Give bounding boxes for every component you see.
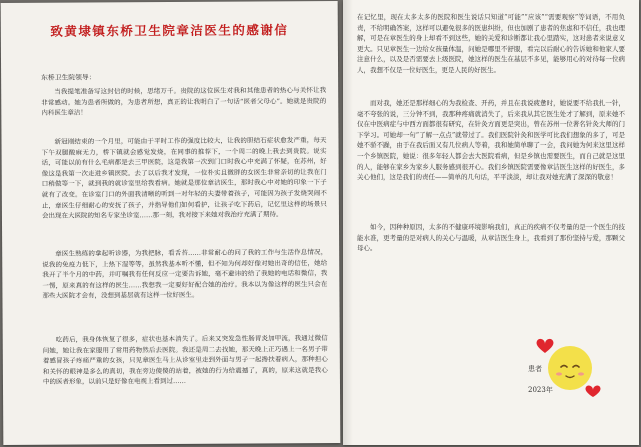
signature-date: 2023年 — [528, 386, 553, 394]
heart-icon-left — [537, 339, 554, 353]
paragraph-memory: 在记忆里，现在太多太多的医院和医生说话只知道“可能”“应该”“需要观察”等词语，不用负责，不给明确答案，这样可以避免很多的医患纠纷，但也加剧了患者的焦虑和不信任，我也理解，可是在章医生的身上却看不到这些，她的关爱和诊断都让我心里踏实，这对患者来说意义更大。只见章医生一边给女孩量体温，问她是哪里不舒服，看完以后耐心的告诉她和他家人要注意什么，以及是否需要去上级医院，她这样的医生在基层不多见，能够用心的对待每一位病人，我想不仅是一位好医生，更是人民的好医生。 — [357, 13, 625, 74]
paragraph-second-visit: 吃药后，我身体恢复了很多，症状也基本消失了。后来又突发急性肠胃炎加甲流，我通过微信问她，她让我在家服用了常用药物然后去医院。我还是周二去找她，那天晚上正巧遇上一名男子带着感冒孩子疼痛严重的女孩，只见章医生马上从诊室里走到外面与男子一起搀扶着病人，那种担心和关怀的眼神是多么的真切，我在旁边傻傻的站着，被她的行为给震撼了，真的，原来这就是我心中的医者形象，以前只是好像在电视上看到过…… — [42, 334, 328, 387]
letter-page-right — [343, 0, 639, 445]
heart-icon-right — [585, 386, 600, 397]
paragraph-acupuncture: 而对我，她还是那样细心的为我检查、开药，并且在我说疲惫时，她说要不给我扎一针，毫不夸张的说，三分钟不到，我那种疼痛就消失了，后来我从其它医生处才了解到，原来她不仅在中医病症与中西方面都很有研究，在针灸方面更是突出，曾在苏州一位著名针灸大师的门下学习。可她却一句“了解一点点”就带过了。我们医院针灸和医学可比我们想象的多了，可是她不骄不躁，由于在我后面又有几位病人等着，我和她简单聊了一会，我问她为何来这里这样一个乡镇医院，她说：很多年轻人都会去大医院看病，但是乡镇也需要医生，而自己就是这里的人，能够在家乡为家乡人服务感到很开心。我们乡镇医院需要像章洁医生这样的好医生，多关心他们，这是我们的责任——简单的几句话，平平淡淡，却让我对她充满了深深的敬意！ — [357, 99, 625, 182]
smiley-sticker-icon — [533, 330, 613, 408]
paragraph-closing: 如今，因种种原因，太多的不健康环境影响我们，真正的疾病不仅考量的是一个医生的技能水准，更考量的是对病人的关心与温暖，从章洁医生身上，我看到了那份坚持与爱，那颗父母心。 — [357, 223, 625, 253]
paragraph-intro: 当我提笔准备写这封信的时候，思绪万千。贵院的这位医生对我和其他患者的热心与关怀让我非常感动。她为患者所做的，为患者所想，真正的让我明白了一句话“医者父母心”。她就是贵院的内科医生章洁！ — [41, 86, 327, 117]
paragraph-first-visit: 新冠刚结束的一个月里，可能由于平时工作的强度比较大，让我的胆结石症状愈发严重，每天下午双腿酸麻无力，桥下镇就会感觉发烧，在同事的推荐下，一个周二的晚上我去到贵院。说实话，可能以前有什么毛病都是去三甲医院，这是我第一次到门口时我心中充满了怀疑，在苏州，好像这是我第一次走进乡镇医院。去了以后我才发现，一位朴实且微胖的女医生非常亲切的让我在门口稍做等一下，就到我的就诊室里给我看病。她就是那位章洁医生，那时我心中对她的印象一下子就有了改变。在诊室门口的外面我清晰的听到一对年轻的夫妻带着孩子，可能因为孩子发烧哭闹不止，章医生仔细耐心的安抚了孩子，并指导他们如何看护，让孩子吃下药后，记忆里这样的场景只会出现在大医院的知名专家坐诊室……那一刻，我对接下来她对我治疗充满了期待。 — [41, 136, 327, 220]
signature-name: 患者 — [528, 365, 542, 373]
page-fold-shadow — [343, 0, 353, 445]
paragraph-diagnosis: 章医生熟练的拿起听诊器，为我把脉，看舌苔……非常耐心的问了我的工作与生活作息情况，说我的免疫力低下，上热下湿等等，虽然我基本听不懂，但不知为何却好像对她出奇的信任，她给我开了半个月的中药，并叮嘱我有任何反应一定要告诉她，毫不避讳的给了我她的电话和微信，我一愣，原来真的有这样的医生……我想我一定要好好配合她的治疗。我本以为像这样的医生只会在那些大医院才会有，没想到基层就有这样一位好医生。 — [42, 248, 328, 301]
salutation: 东桥卫生院领导： — [41, 73, 96, 82]
smiley-face-icon — [548, 346, 592, 390]
letter-page-left — [1, 1, 341, 445]
letter-title: 致黄埭镇东桥卫生院章洁医生的感谢信 — [50, 22, 289, 39]
